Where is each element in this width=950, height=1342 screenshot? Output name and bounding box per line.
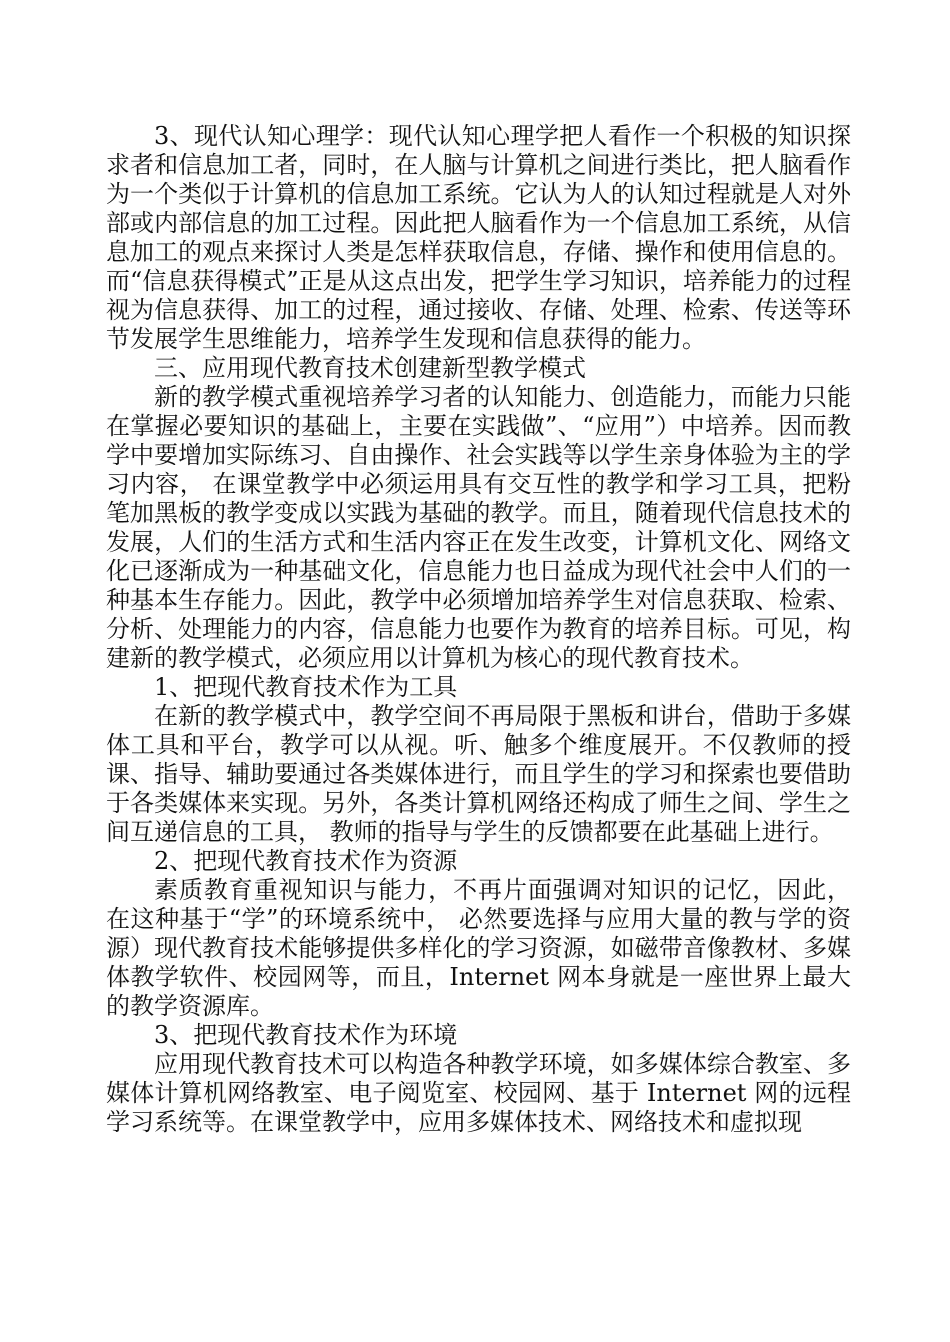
subheading-technology-as-environment: 3、把现代教育技术作为环境 — [154, 1021, 458, 1049]
paragraph-cognitive-psychology: 3、现代认知心理学：现代认知心理学把人看作一个积极的知识探求者和信息加工者，同时，在人脑与计算机之间进行类比，把人脑看作为一个类似于计算机的信息加工系统。它认为人的认知过程就是人对外部或内部信息的加工过程。因此把人脑看作为一个信息加工系统，从信息加工的观点来探讨人类是怎样获取信息，存储、操作和使用信息的。而“信息获得模式”正是从这点出发，把学生学习知识，培养能力的过程视为信息获得、加工的过程，通过接收、存储、处理、检索、传送等环节发展学生思维能力，培养学生发现和信息获得的能力。 — [106, 122, 851, 353]
paragraph-technology-as-environment: 应用现代教育技术可以构造各种教学环境，如多媒体综合教室、多媒体计算机网络教室、电子阅览室、校园网、基于 Internet 网的远程学习系统等。在课堂教学中，应用多媒体技术、网络技术和虚拟现 — [106, 1050, 851, 1136]
paragraph-technology-as-tool: 在新的教学模式中，教学空间不再局限于黑板和讲台，借助于多媒体工具和平台，教学可以从视。听、触多个维度展开。不仅教师的授课、指导、辅助要通过各类媒体进行，而且学生的学习和探索也要借助于各类媒体来实现。另外，各类计算机网络还构成了师生之间、学生之间互递信息的工具， 教师的指导与学生的反馈都要在此基础上进行。 — [106, 702, 851, 846]
section-heading-new-teaching-model: 三、应用现代教育技术创建新型教学模式 — [154, 354, 586, 382]
document-page — [106, 122, 851, 1137]
paragraph-technology-as-resource: 素质教育重视知识与能力，不再片面强调对知识的记忆，因此， 在这种基于“学”的环境系统中， 必然要选择与应用大量的教与学的资源）现代教育技术能够提供多样化的学习资源，如磁带音像教材、多媒体教学软件、校园网等，而且，Internet 网本身就是一座世界上最大的教学资源库。 — [106, 876, 851, 1020]
paragraph-new-teaching-model: 新的教学模式重视培养学习者的认知能力、创造能力，而能力只能在掌握必要知识的基础上，主要在实践做”、“应用”）中培养。因而教学中要增加实际练习、自由操作、社会实践等以学生亲身体验为主的学习内容， 在课堂教学中必须运用具有交互性的教学和学习工具，把粉笔加黑板的教学变成以实践为基础的教学。而且，随着现代信息技术的发展，人们的生活方式和生活内容正在发生改变，计算机文化、网络文化已逐渐成为一种基础文化，信息能力也日益成为现代社会中人们的一种基本生存能力。因此，教学中必须增加培养学生对信息获取、检索、分析、处理能力的内容，信息能力也要作为教育的培养目标。可见，构建新的教学模式，必须应用以计算机为核心的现代教育技术。 — [106, 383, 851, 672]
subheading-technology-as-resource: 2、把现代教育技术作为资源 — [154, 847, 458, 875]
subheading-technology-as-tool: 1、把现代教育技术作为工具 — [154, 673, 458, 701]
